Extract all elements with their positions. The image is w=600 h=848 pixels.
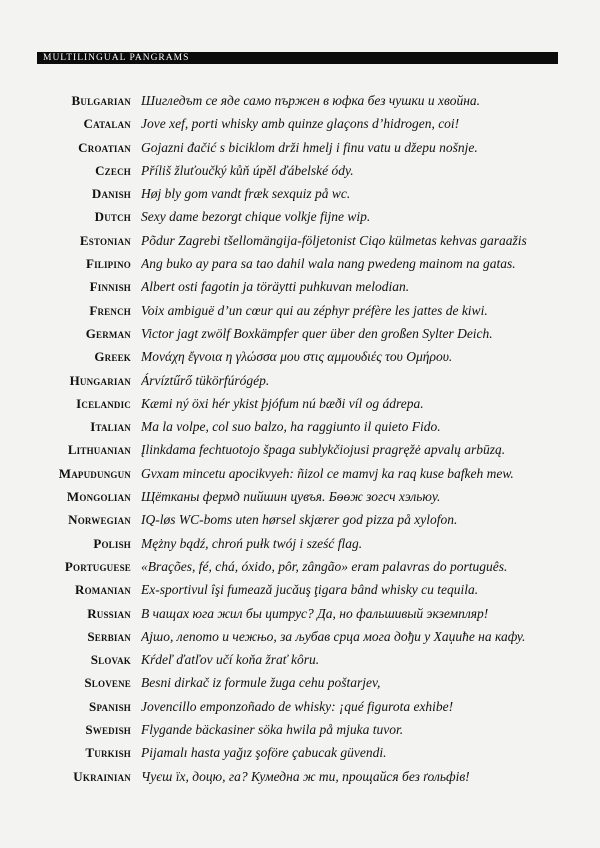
language-name: Catalan [83, 116, 131, 132]
pangram-text: Mężny bądź, chroń pułk twój i sześć flag. [141, 535, 363, 551]
pangram-row [37, 256, 567, 279]
language-name: Norwegian [68, 512, 131, 528]
language-name: Filipino [85, 256, 131, 272]
pangram-row [37, 279, 567, 302]
language-name: Danish [91, 186, 131, 202]
language-name: Mapudungun [58, 465, 131, 481]
pangram-row [37, 163, 567, 186]
pangram-text: Árvíztűrő tükörfúrógép. [141, 372, 270, 388]
header-bar [37, 52, 558, 64]
pangram-text: Gojazni đačić s biciklom drži hmelj i finu vatu u džepu nošnje. [141, 139, 478, 155]
pangram-row [37, 629, 567, 652]
pangram-text: Jove xef, porti whisky amb quinze glaçons d’hidrogen, coi! [141, 116, 460, 132]
pangram-row [37, 675, 567, 698]
language-name: Hungarian [69, 372, 131, 388]
pangram-text: Μονάχη ἔγνοια η γλώσσα μου στις αμμουδιές του Ομήρου. [141, 349, 453, 365]
language-name: Greek [94, 349, 131, 365]
pangram-row [37, 699, 567, 722]
language-name: Finnish [89, 279, 131, 295]
pangram-text: Ang buko ay para sa tao dahil wala nang pwedeng mainom na gatas. [141, 256, 516, 272]
pangram-text: Põdur Zagrebi tšellomängija-följetonist Ciqo külmetas kehvas garaažis [141, 232, 527, 248]
pangram-text: В чащах юга жил бы цитрус? Да, но фальшивый экземпляр! [141, 605, 489, 621]
pangram-row [37, 186, 567, 209]
language-name: Estonian [79, 232, 131, 248]
pangram-text: Чуєш їх, доцю, га? Кумедна ж ти, прощайся без ґольфів! [141, 768, 470, 784]
pangram-row [37, 209, 567, 232]
pangram-row [37, 536, 567, 559]
language-name: Czech [95, 162, 131, 178]
pangram-text: Høj bly gom vandt fræk sexquiz på wc. [141, 186, 351, 202]
language-name: Slovak [90, 652, 131, 668]
pangram-row [37, 116, 567, 139]
pangram-text: Albert osti fagotin ja töräytti puhkuvan melodian. [141, 279, 410, 295]
pangram-row [37, 652, 567, 675]
pangram-row [37, 233, 567, 256]
pangram-text: Įlinkdama fechtuotojo špaga sublykčiojusi pragręžė apvalų arbūzą. [141, 442, 506, 458]
pangram-text: Kæmi ný öxi hér ykist þjófum nú bæði víl og ádrepa. [141, 395, 424, 411]
language-name: Croatian [78, 139, 131, 155]
language-name: Ukrainian [73, 768, 131, 784]
pangram-row [37, 419, 567, 442]
pangram-row [37, 745, 567, 768]
pangram-text: Voix ambiguë d’un cœur qui au zéphyr préfère les jattes de kiwi. [141, 302, 488, 318]
pangram-text: Pijamalı hasta yağız şoföre çabucak güvendi. [141, 745, 387, 761]
pangram-row [37, 303, 567, 326]
language-name: Polish [93, 535, 131, 551]
pangram-row [37, 140, 567, 163]
pangram-text: IQ-løs WC-boms uten hørsel skjærer god pizza på xylofon. [141, 512, 458, 528]
language-name: Icelandic [76, 395, 131, 411]
pangram-text: Ајшо, лепото и чежњо, за љубав срца мога дођи у Хаџиће на кафу. [141, 628, 526, 644]
language-name: Spanish [89, 698, 131, 714]
language-name: Portuguese [64, 558, 131, 574]
pangram-text: Ex-sportivul îşi fumează jucăuş ţigara bând whisky cu tequila. [141, 582, 479, 598]
pangram-text: Sexy dame bezorgt chique volkje fijne wip. [141, 209, 371, 225]
language-name: French [89, 302, 131, 318]
pangram-row [37, 559, 567, 582]
pangram-text: Flygande bäckasiner söka hwila på mjuka tuvor. [141, 722, 404, 738]
pangram-text: Щётканы фермд пийшин цувъя. Бөөж зогсч хэльюу. [141, 489, 441, 505]
pangram-row [37, 606, 567, 629]
language-name: Turkish [85, 745, 131, 761]
language-name: Russian [87, 605, 131, 621]
pangram-row [37, 512, 567, 535]
pangram-list [37, 93, 567, 792]
language-name: Lithuanian [67, 442, 131, 458]
pangram-row [37, 442, 567, 465]
language-name: German [85, 325, 131, 341]
pangram-row [37, 373, 567, 396]
pangram-text: Jovencillo emponzoñado de whisky: ¡qué figurota exhibe! [141, 698, 454, 714]
pangram-row [37, 466, 567, 489]
pangram-text: Victor jagt zwölf Boxkämpfer quer über den großen Sylter Deich. [141, 325, 493, 341]
pangram-row [37, 489, 567, 512]
pangram-row [37, 722, 567, 745]
page-title: MULTILINGUAL PANGRAMS [43, 53, 190, 63]
pangram-row [37, 769, 567, 792]
pangram-text: Шигледът се яде само пържен в юфка без чушки и хвойна. [141, 93, 481, 108]
pangram-text: Ma la volpe, col suo balzo, ha raggiunto il quieto Fido. [141, 419, 441, 435]
pangram-text: «Brações, fé, chá, óxido, pôr, zângão» eram palavras do português. [141, 558, 508, 574]
language-name: Slovene [84, 675, 131, 691]
language-name: Italian [90, 419, 131, 435]
pangram-row [37, 349, 567, 372]
language-name: Swedish [85, 722, 131, 738]
language-name: Serbian [87, 628, 131, 644]
pangram-text: Kŕdeľ ďatľov učí koňa žrať kôru. [141, 652, 320, 668]
pangram-row [37, 326, 567, 349]
pangram-text: Příliš žluťoučký kůň úpěl ďábelské ódy. [141, 162, 354, 178]
pangram-row [37, 396, 567, 419]
language-name: Mongolian [66, 489, 131, 505]
pangram-text: Besni dirkač iz formule žuga cehu poštarjev, [141, 675, 381, 691]
pangram-row [37, 93, 567, 116]
language-name: Dutch [94, 209, 131, 225]
pangram-row [37, 582, 567, 605]
language-name: Romanian [75, 582, 131, 598]
pangram-text: Gvxam mincetu apocikvyeh: ñizol ce mamvj ka raq kuse bafkeh mew. [141, 465, 514, 481]
language-name: Bulgarian [71, 93, 131, 108]
